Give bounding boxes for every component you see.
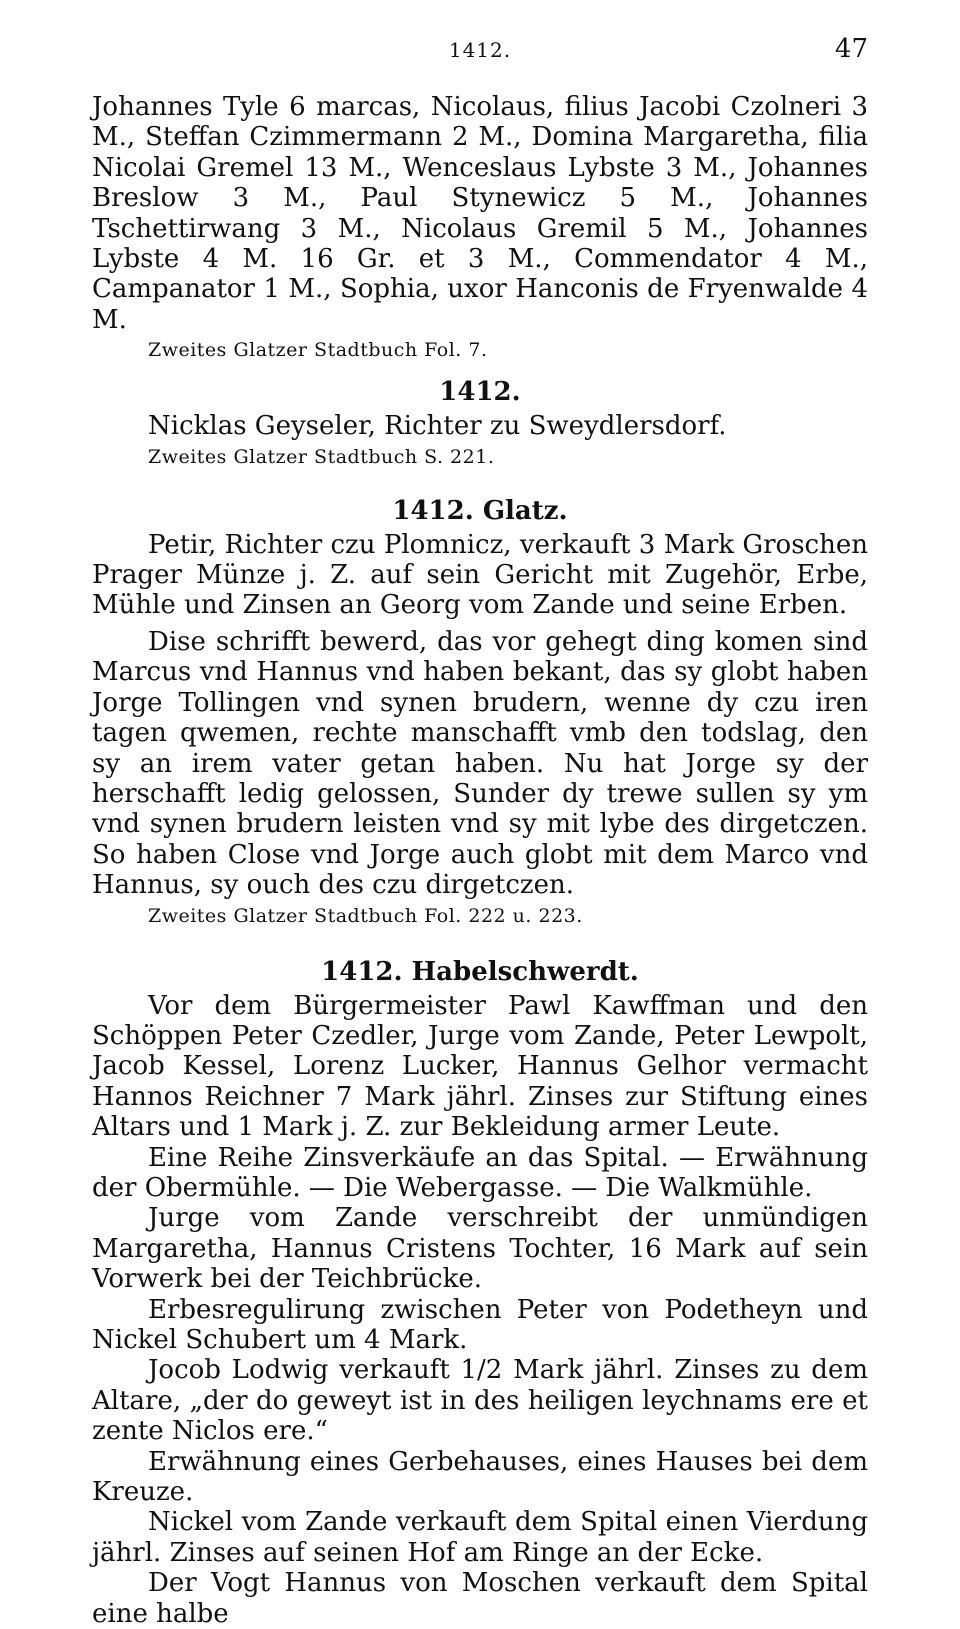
- entry-paragraph: Nickel vom Zande verkauft dem Spital einen Vierdung jährl. Zinses auf seinen Hof am Ringe an der Ecke.: [92, 1507, 868, 1568]
- entry-summary: Petir, Richter czu Plomnicz, verkauft 3 Mark Groschen Prager Münze j. Z. auf sein Gericht mit Zugehör, Erbe, Mühle und Zinsen an Georg vom Zande und seine Erben.: [92, 529, 868, 621]
- entry-heading: 1412.: [439, 377, 521, 408]
- entry-paragraph: Erbesregulirung zwischen Peter von Podetheyn und Nickel Schubert um 4 Mark.: [92, 1294, 868, 1355]
- entry-heading: 1412. Habelschwerdt.: [321, 956, 639, 987]
- entry-nicklas: [92, 377, 868, 469]
- entry-paragraph: Jurge vom Zande verschreibt der unmündigen Margaretha, Hannus Cristens Tochter, 16 Mark auf sein Vorwerk bei der Teichbrücke.: [92, 1203, 868, 1295]
- page-body: [92, 92, 868, 1629]
- page-header: [92, 34, 868, 74]
- entry-paragraph: Jocob Lodwig verkauft 1/2 Mark jährl. Zinses zu dem Altare, „der do geweyt ist in des heiligen leychnams ere et zente Niclos ere.“: [92, 1355, 868, 1447]
- running-head: 1412.: [448, 38, 512, 62]
- entry-text: Dise schrifft bewerd, das vor gehegt ding komen sind Marcus vnd Hannus vnd haben bekant, das sy globt haben Jorge Tollingen vnd synen brudern, wenne dy czu iren tagen qwemen, rechte manschafft vmb den todslag, den sy an irem vater getan haben. Nu hat Jorge sy der herschafft ledig gelossen, Sunder dy trewe sullen sy ym vnd synen brudern leisten vnd sy mit lybe des dirgetczen. So haben Close vnd Jorge auch globt mit dem Marco vnd Hannus, sy ouch des czu dirgetczen.: [92, 626, 868, 901]
- page-number: 47: [834, 34, 868, 64]
- entry-paragraph: Erwähnung eines Gerbehauses, eines Hauses bei dem Kreuze.: [92, 1446, 868, 1508]
- entry-glatz: [92, 496, 868, 929]
- entry-text: Johannes Tyle 6 marcas, Nicolaus, filius Jacobi Czolneri 3 M., Steffan Czimmermann 2 M., Domina Margaretha, filia Nicolai Gremel 13 M., Wenceslaus Lybste 3 M., Johannes Breslow 3 M., Paul Stynewicz 5 M., Johannes Tschettirwang 3 M., Nicolaus Gremil 5 M., Johannes Lybste 4 M. 16 Gr. et 3 M., Commendator 4 M., Campanator 1 M., Sophia, uxor Hanconis de Fryenwalde 4 M.: [92, 92, 868, 335]
- entry-paragraph: Der Vogt Hannus von Moschen verkauft dem Spital eine halbe: [92, 1568, 868, 1629]
- source-reference: Zweites Glatzer Stadtbuch Fol. 222 u. 223.: [148, 904, 583, 927]
- entry-paragraph: Eine Reihe Zinsverkäufe an das Spital. — Erwähnung der Obermühle. — Die Webergasse. — Die Walkmühle.: [92, 1142, 868, 1203]
- source-reference: Zweites Glatzer Stadtbuch Fol. 7.: [148, 339, 488, 362]
- entry-habelschwerdt: [92, 957, 868, 1629]
- source-reference: Zweites Glatzer Stadtbuch S. 221.: [148, 445, 495, 468]
- entry-heading: 1412. Glatz.: [392, 495, 568, 526]
- entry-text: Nicklas Geyseler, Richter zu Sweydlersdorf.: [148, 411, 727, 442]
- entry-paragraph: Vor dem Bürgermeister Pawl Kawffman und den Schöppen Peter Czedler, Jurge vom Zande, Peter Lewpolt, Jacob Kessel, Lorenz Lucker, Hannus Gelhor vermacht Hannos Reichner 7 Mark jährl. Zinses zur Stiftung eines Altars und 1 Mark j. Z. zur Bekleidung armer Leute.: [92, 990, 868, 1143]
- entry-continued: [92, 92, 868, 363]
